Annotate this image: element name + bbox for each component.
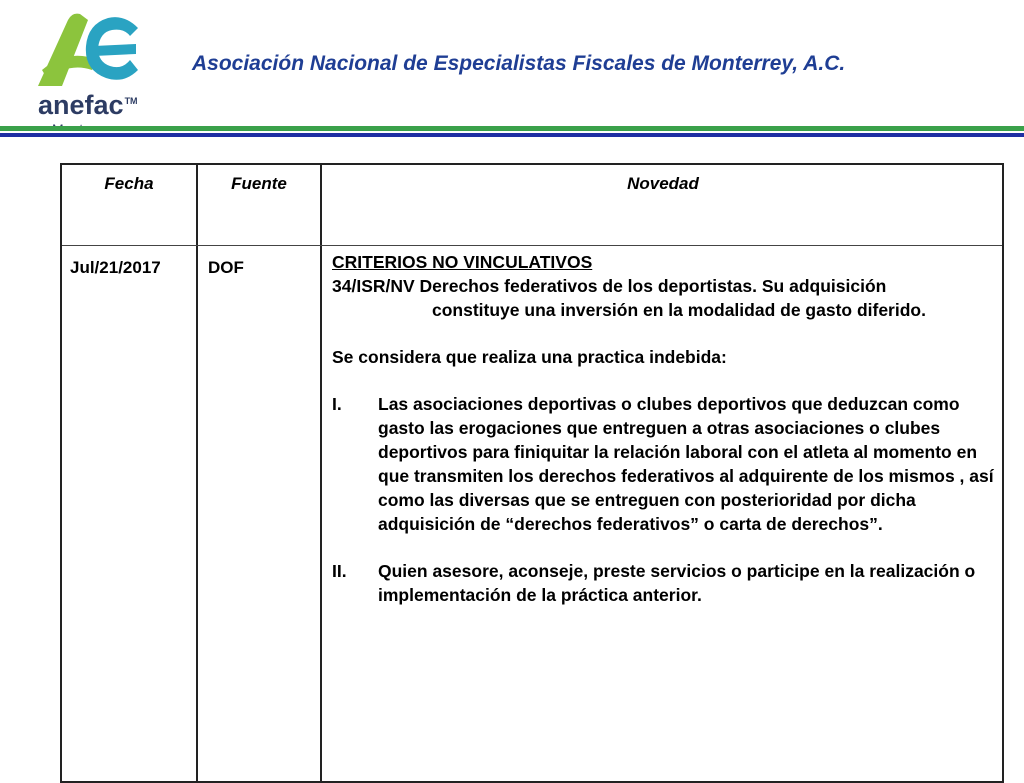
cell-fuente: DOF xyxy=(208,258,244,277)
header-divider xyxy=(62,245,1002,246)
column-divider xyxy=(320,165,322,781)
criterios-heading: CRITERIOS NO VINCULATIVOS xyxy=(332,252,593,272)
page-title: Asociación Nacional de Especialistas Fiscales de Monterrey, A.C. xyxy=(192,52,846,75)
list-item xyxy=(332,392,1008,536)
header-rule-blue xyxy=(0,133,1024,137)
intro-text: Se considera que realiza una practica indebida: xyxy=(332,347,727,367)
criterio-title-line2: constituye una inversión en la modalidad de gasto diferido. xyxy=(432,300,926,320)
list-item-text: Las asociaciones deportivas o clubes deportivos que deduzcan como gasto las erogaciones que entreguen a otras asociaciones o clubes deportivos para finiquitar la relación laboral con el atleta al momento en que transmiten los derechos federativos al adquirente de los mismos , así como las diversas que se entreguen con posterioridad por dicha adquisición de “derechos federativos” o carta de derechos”. xyxy=(378,394,994,534)
anefac-logo-mark-icon xyxy=(28,8,148,98)
list-item xyxy=(332,559,1008,607)
cell-novedad xyxy=(332,250,1008,607)
list-item-text: Quien asesore, aconseje, preste servicios o participe en la realización o implementación de la práctica anterior. xyxy=(378,561,976,605)
column-header-fecha: Fecha xyxy=(104,174,154,193)
cell-fecha: Jul/21/2017 xyxy=(70,258,161,277)
column-header-novedad: Novedad xyxy=(627,174,699,193)
column-divider xyxy=(196,165,198,781)
list-number: II. xyxy=(332,561,347,581)
column-header-fuente: Fuente xyxy=(231,174,287,193)
list-number: I. xyxy=(332,394,342,414)
criterio-title-line1: 34/ISR/NV Derechos federativos de los deportistas. Su adquisición xyxy=(332,276,887,296)
anefac-logo xyxy=(28,8,148,128)
logo-trademark: TM xyxy=(124,96,138,106)
news-table xyxy=(60,163,1004,783)
logo-wordmark: anefac™ xyxy=(38,90,138,120)
